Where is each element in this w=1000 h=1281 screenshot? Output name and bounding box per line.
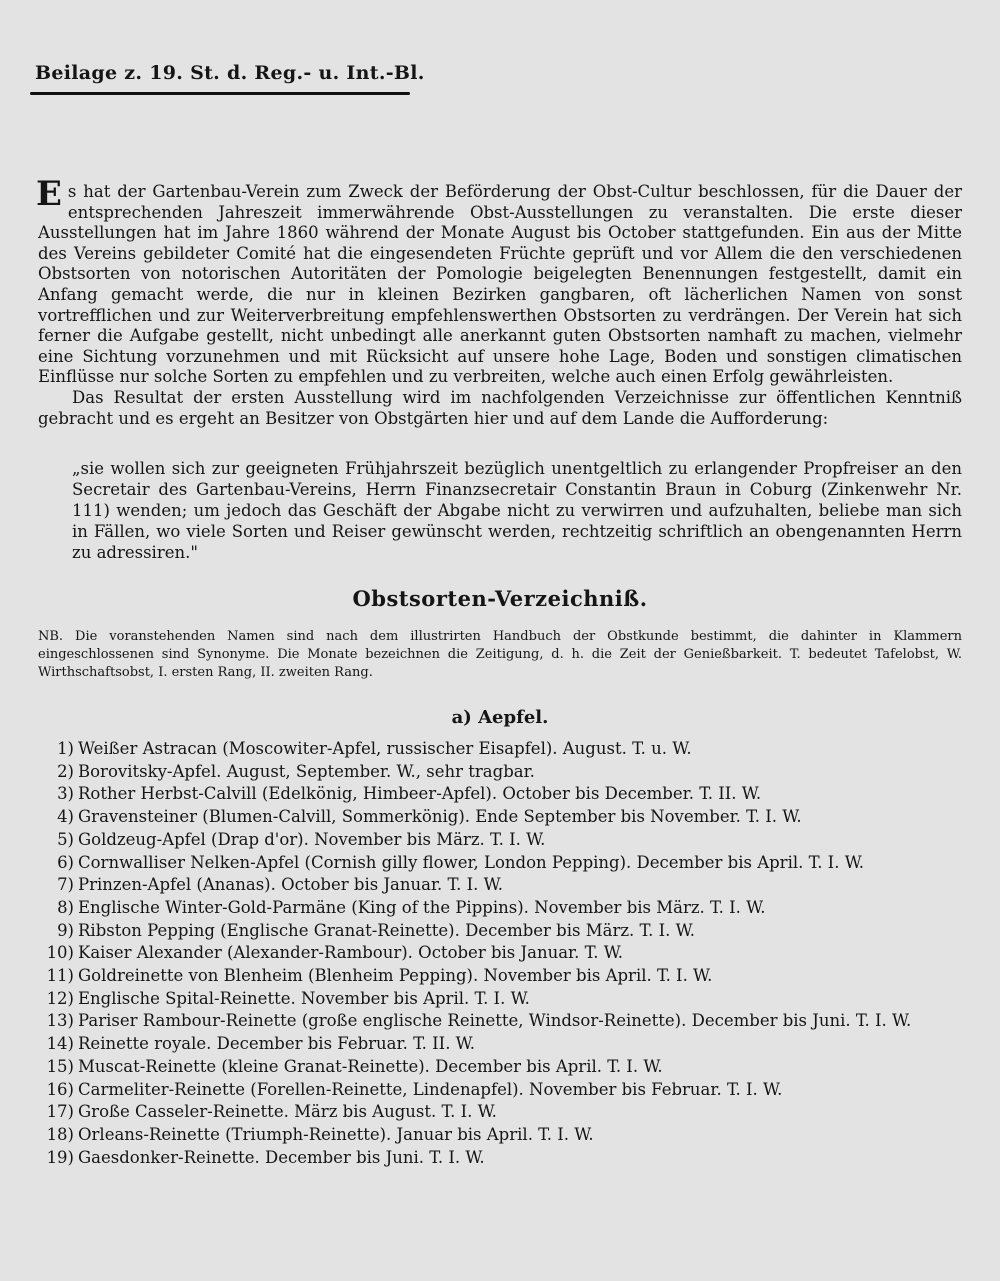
list-item-text: Prinzen-Apfel (Ananas). October bis Januar. T. I. W. (78, 875, 503, 895)
list-item-number: 5) (57, 829, 74, 849)
list-item-number: 10) (46, 943, 74, 963)
list-item (36, 1147, 966, 1170)
list-item-text: Pariser Rambour-Reinette (große englische Reinette, Windsor-Reinette). December bis Juni. T. I. W. (78, 1011, 912, 1031)
section-title: Obstsorten-Verzeichniß. (352, 586, 648, 611)
list-item (36, 897, 966, 920)
list-item (36, 852, 966, 875)
list-item-text: Gaesdonker-Reinette. December bis Juni. T. I. W. (78, 1147, 485, 1167)
list-item-number: 6) (57, 852, 74, 872)
subsection-title: a) Aepfel. (451, 707, 549, 728)
apple-variety-list (36, 738, 966, 1169)
intro-text (36, 174, 962, 429)
list-item-number: 12) (46, 988, 74, 1008)
list-item-text: Englische Spital-Reinette. November bis April. T. I. W. (78, 988, 530, 1008)
list-item-number: 11) (46, 966, 74, 986)
list-item-number: 19) (46, 1147, 74, 1167)
list-item-text: Goldzeug-Apfel (Drap d'or). November bis März. T. I. W. (78, 829, 546, 849)
list-item-text: Muscat-Reinette (kleine Granat-Reinette). December bis April. T. I. W. (78, 1056, 663, 1076)
list-item-number: 7) (57, 875, 74, 895)
list-item-text: Englische Winter-Gold-Parmäne (King of the Pippins). November bis März. T. I. W. (78, 897, 766, 917)
list-item (36, 783, 966, 806)
list-item (36, 942, 966, 965)
list-item (36, 829, 966, 852)
list-item (36, 965, 966, 988)
list-item-text: Rother Herbst-Calvill (Edelkönig, Himbeer-Apfel). October bis December. T. II. W. (78, 784, 762, 804)
list-item-number: 2) (57, 761, 74, 781)
list-item (36, 1101, 966, 1124)
quoted-request: „sie wollen sich zur geeigneten Frühjahrszeit bezüglich unentgeltlich zu erlangender Propfreiser an den Secretair des Gartenbau-Vereins, Herrn Finanzsecretair Constantin Braun in Coburg (Zinkenwehr Nr. 111) wenden; um jedoch das Geschäft der Abgabe nicht zu verwirren und aufzuhalten, beliebe man sich in Fällen, wo viele Sorten und Reiser gewünscht werden, rechtzeitig schriftlich an obengenannten Herrn zu adressiren." (72, 459, 962, 562)
list-item-text: Reinette royale. December bis Februar. T. II. W. (78, 1034, 475, 1054)
list-item (36, 738, 966, 761)
intro-paragraph-1 (36, 174, 962, 388)
list-item-text: Borovitsky-Apfel. August, September. W., sehr tragbar. (78, 761, 535, 781)
list-item-number: 14) (46, 1034, 74, 1054)
list-item (36, 1010, 966, 1033)
list-item-number: 3) (57, 784, 74, 804)
list-item-number: 16) (46, 1079, 74, 1099)
list-item (36, 874, 966, 897)
list-item-text: Weißer Astracan (Moscowiter-Apfel, russischer Eisapfel). August. T. u. W. (78, 739, 692, 758)
list-item (36, 1079, 966, 1102)
list-item (36, 806, 966, 829)
list-item (36, 920, 966, 943)
list-item-number: 17) (46, 1102, 74, 1122)
intro-paragraph-2: Das Resultat der ersten Ausstellung wird im nachfolgenden Verzeichnisse zur öffentlichen Kenntniß gebracht und es ergeht an Besitzer von Obstgärten hier und auf dem Lande die Aufforderung: (38, 387, 962, 428)
drop-cap: E (36, 174, 62, 214)
list-item-text: Kaiser Alexander (Alexander-Rambour). October bis Januar. T. W. (78, 943, 624, 963)
page-header: Beilage z. 19. St. d. Reg.- u. Int.-Bl. (35, 62, 425, 84)
list-item-text: Große Casseler-Reinette. März bis August. T. I. W. (78, 1102, 497, 1122)
list-item-number: 4) (57, 807, 74, 827)
list-item-text: Cornwalliser Nelken-Apfel (Cornish gilly flower, London Pepping). December bis April. T. I. W. (78, 852, 865, 872)
list-item-number: 15) (46, 1056, 74, 1076)
list-item-number: 8) (57, 897, 74, 917)
list-item-text: Ribston Pepping (Englische Granat-Reinette). December bis März. T. I. W. (78, 920, 695, 940)
list-item (36, 1124, 966, 1147)
intro-paragraph-1-text: s hat der Gartenbau-Verein zum Zweck der Beförderung der Obst-Cultur beschlossen, für die Dauer der entsprechenden Jahreszeit immerwährende Obst-Ausstellungen zu veranstalten. Die erste dieser Ausstellungen hat im Jahre 1860 während der Monate August bis October stattgefunden. Ein aus der Mitte des Vereins gebildeter Comité hat die eingesendeten Früchte geprüft und vor Allem die den verschiedenen Obstsorten von notorischen Autoritäten der Pomologie beigelegten Benennungen festgestellt, damit ein Anfang gemacht werde, die nur in kleinen Bezirken gangbaren, oft lächerlichen Namen von sonst vortrefflichen und zur Weiterverbreitung empfehlenswerthen Obstsorten zu verdrängen. Der Verein hat sich ferner die Aufgabe gestellt, nicht unbedingt alle anerkannt guten Obstsorten namhaft zu machen, vielmehr eine Sichtung vorzunehmen und mit Rücksicht auf unsere hohe Lage, Boden und sonstigen climatischen Einflüsse nur solche Sorten zu empfehlen und zu verbreiten, welche auch einen Erfolg gewährleisten. (38, 182, 962, 387)
list-item-number: 1) (57, 739, 74, 758)
list-item (36, 1033, 966, 1056)
list-item (36, 1056, 966, 1079)
list-item-text: Goldreinette von Blenheim (Blenheim Pepping). November bis April. T. I. W. (78, 966, 713, 986)
list-item-text: Carmeliter-Reinette (Forellen-Reinette, Lindenapfel). November bis Februar. T. I. W. (78, 1079, 783, 1099)
list-item (36, 988, 966, 1011)
list-item-number: 18) (46, 1124, 74, 1144)
note-text: NB. Die voranstehenden Namen sind nach dem illustrirten Handbuch der Obstkunde bestimmt, die dahinter in Klammern eingeschlossenen sind Synonyme. Die Monate bezeichnen die Zeitigung, d. h. die Zeit der Genießbarkeit. T. bedeutet Tafelobst, W. Wirthschaftsobst, I. ersten Rang, II. zweiten Rang. (38, 629, 962, 680)
list-item-number: 9) (57, 920, 74, 940)
header-underline (30, 92, 410, 95)
list-item-text: Gravensteiner (Blumen-Calvill, Sommerkönig). Ende September bis November. T. I. W. (78, 807, 802, 827)
list-item-text: Orleans-Reinette (Triumph-Reinette). Januar bis April. T. I. W. (78, 1124, 594, 1144)
list-item (36, 761, 966, 784)
list-item-number: 13) (46, 1011, 74, 1031)
